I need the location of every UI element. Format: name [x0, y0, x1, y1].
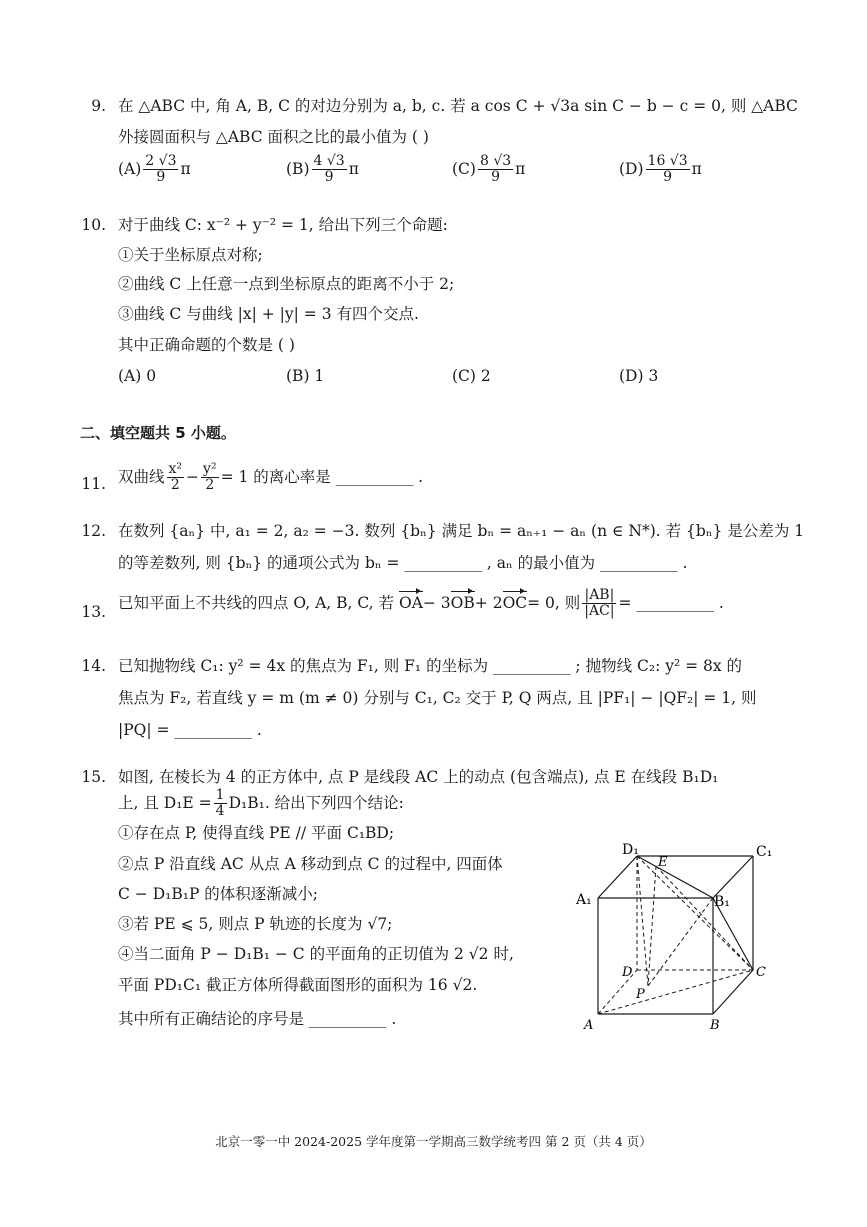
q10-line5: 其中正确命题的个数是 ( ) [118, 336, 295, 354]
label-p: P [636, 987, 645, 1002]
label-a1: A₁ [576, 892, 592, 908]
label-d: D [622, 965, 633, 980]
q15-line9: 其中所有正确结论的序号是 __________ . [118, 1010, 397, 1028]
q12-line1: 在数列 {aₙ} 中, a₁ = 2, a₂ = −3. 数列 {bₙ} 满足 bₙ = aₙ₊₁ − aₙ (n ∈ N*). 若 {bₙ} 是公差为 1 [118, 522, 805, 540]
q9-option-c: (C) $\frac{8 √3}{9}$ π [452, 153, 526, 185]
cube-figure [570, 836, 780, 1036]
segment-ec [656, 866, 753, 970]
q9-option-c-fraction: $\frac{8 √3}{9}$ [479, 153, 512, 185]
q15-line1: 如图, 在棱长为 4 的正方体中, 点 P 是线段 AC 上的动点 (包含端点), 点 E 在线段 B₁D₁ [118, 768, 719, 786]
q9-line2: 外接圆面积与 △ABC 面积之比的最小值为 ( ) [118, 128, 429, 146]
q9-option-b: (B) $\frac{4 √3}{9}$ π [286, 153, 359, 185]
vector-oc: OC [502, 593, 528, 612]
q15-line3: ①存在点 P, 使得直线 PE // 平面 C₁BD; [118, 824, 395, 842]
segment-b1p [648, 898, 713, 986]
q10-line2: ①关于坐标原点对称; [118, 246, 263, 264]
edge-bc [713, 970, 753, 1014]
page-footer: 北京一零一中 2024-2025 学年度第一学期高三数学统考四 第 2 页（共 4 页） [215, 1134, 652, 1149]
q10-option-d: (D) 3 [619, 367, 659, 385]
q12-line2: 的等差数列, 则 {bₙ} 的通项公式为 bₙ = __________ , aₙ 的最小值为 __________ . [118, 554, 688, 572]
q10-line4: ③曲线 C 与曲线 |x| + |y| = 3 有四个交点. [118, 305, 419, 323]
q10-option-a: (A) 0 [118, 367, 157, 385]
q13-number: 13. [81, 603, 106, 621]
segment-d1b1 [637, 856, 713, 898]
q14-line3: |PQ| = __________ . [118, 721, 262, 739]
q15-line2: 上, 且 D₁E = $\frac{1}{4}$ D₁B₁. 给出下列四个结论: [118, 787, 404, 819]
q15-line5: C − D₁B₁P 的体积逐渐减小; [118, 885, 319, 903]
q11-number: 11. [81, 475, 106, 493]
q10-option-c: (C) 2 [452, 367, 491, 385]
q10-line1: 对于曲线 C: x⁻² + y⁻² = 1, 给出下列三个命题: [118, 216, 448, 234]
q9-number: 9. [91, 97, 106, 115]
q10-line3: ②曲线 C 上任意一点到坐标原点的距离不小于 2; [118, 275, 455, 293]
q14-line1: 已知抛物线 C₁: y² = 4x 的焦点为 F₁, 则 F₁ 的坐标为 __________ ; 抛物线 C₂: y² = 8x 的 [118, 657, 743, 675]
label-c1: C₁ [756, 844, 773, 860]
section-fill-in-title: 二、填空题共 5 小题。 [80, 424, 236, 442]
q9-line1: 在 △ABC 中, 角 A, B, C 的对边分别为 a, b, c. 若 a cos C + √3a sin C − b − c = 0, 则 △ABC [118, 97, 798, 115]
q9-option-b-fraction: $\frac{4 √3}{9}$ [313, 153, 345, 185]
segment-ep [648, 866, 656, 986]
q10-number: 10. [81, 216, 106, 234]
q15-number: 15. [81, 768, 106, 786]
label-b: B [710, 1018, 720, 1033]
label-a: A [584, 1018, 594, 1033]
segment-d1c [637, 856, 753, 970]
q10-option-b: (B) 1 [286, 367, 325, 385]
q9-option-a-fraction: $\frac{2 √3}{9}$ [145, 153, 177, 185]
label-c: C [756, 965, 766, 980]
q11-fraction-y: $\frac{\text{y²}}{2}$ [203, 461, 217, 493]
vector-oa: OA [398, 593, 423, 612]
label-b1: B₁ [714, 894, 730, 910]
edge-d1a1 [598, 856, 637, 898]
label-d1: D₁ [622, 842, 639, 858]
q15-line4: ②点 P 沿直线 AC 从点 A 移动到点 C 的过程中, 四面体 [118, 855, 503, 873]
q9-option-d-fraction: $\frac{16 √3}{9}$ [647, 153, 688, 185]
q14-line2: 焦点为 F₂, 若直线 y = m (m ≠ 0) 分别与 C₁, C₂ 交于 P, Q 两点, 且 |PF₁| − |QF₂| = 1, 则 [118, 689, 757, 707]
q15-line8: 平面 PD₁C₁ 截正方体所得截面图形的面积为 16 √2. [118, 976, 478, 994]
q11-line: 双曲线 $\frac{\text{x²}}{2}$ − $\frac{\text{y²}}{2}$ = 1 的离心率是 __________ . [118, 461, 424, 493]
edge-c1b1 [713, 856, 753, 898]
q15-line6: ③若 PE ⩽ 5, 则点 P 轨迹的长度为 √7; [118, 915, 393, 933]
q15-fraction: $\frac{1}{4}$ [215, 787, 225, 819]
q13-line: 已知平面上不共线的四点 O, A, B, C, 若 OA − 3 OB + 2 OC = 0, 则 $\frac{|AB|}{|AC|}$ = __________ . [118, 587, 724, 619]
q13-fraction: $\frac{|AB|}{|AC|}$ [584, 587, 615, 619]
segment-d1p [637, 856, 648, 986]
q15-line7: ④当二面角 P − D₁B₁ − C 的平面角的正切值为 2 √2 时, [118, 945, 514, 963]
q14-number: 14. [81, 657, 106, 675]
q12-number: 12. [81, 522, 106, 540]
q9-option-a: (A) $\frac{2 √3}{9}$ π [118, 153, 191, 185]
q9-option-d: (D) $\frac{16 √3}{9}$ π [619, 153, 702, 185]
vector-ob: OB [450, 593, 475, 612]
q11-fraction-x: $\frac{\text{x²}}{2}$ [168, 461, 183, 493]
label-e: E [658, 855, 668, 870]
